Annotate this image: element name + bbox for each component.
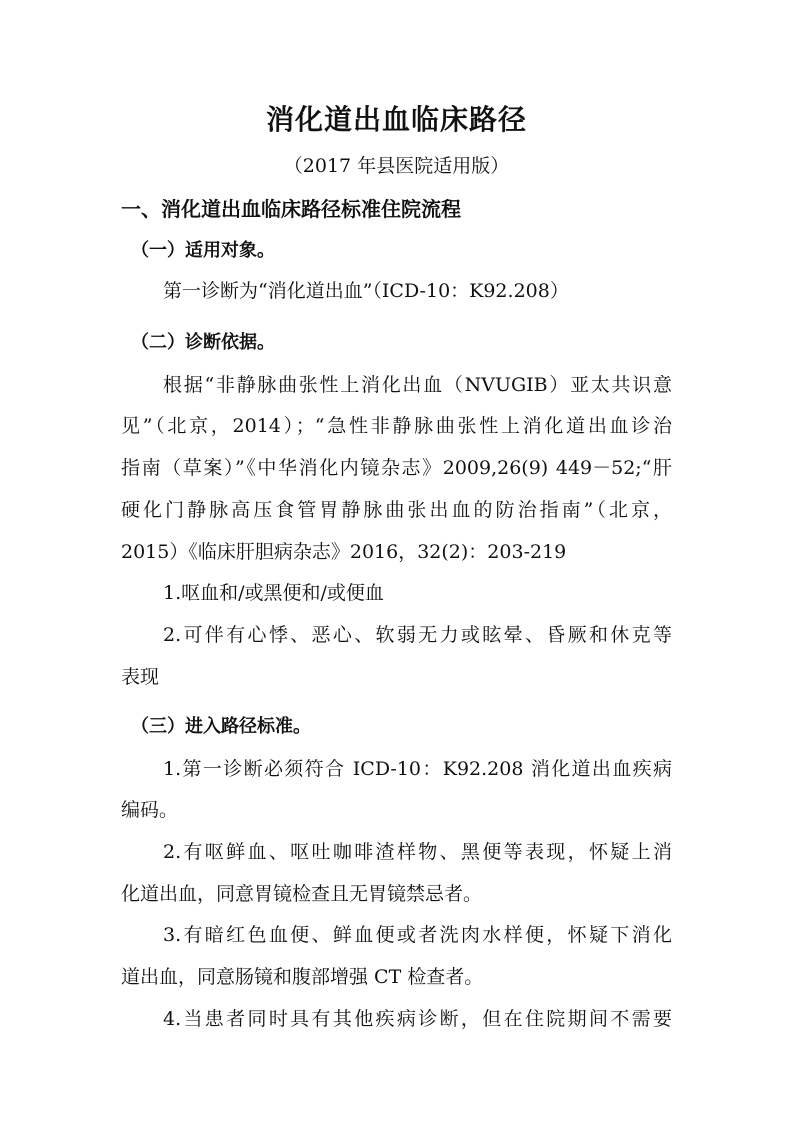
list-item-continuation: 道出血，同意肠镜和腹部增强 CT 检查者。 bbox=[121, 966, 484, 988]
paragraph-line: 硬化门静脉高压食管胃静脉曲张出血的防治指南”（北京， bbox=[121, 499, 672, 521]
list-item-continuation: 化道出血，同意胃镜检查且无胃镜禁忌者。 bbox=[121, 883, 483, 905]
list-item: 2.有呕鲜血、呕吐咖啡渣样物、黑便等表现，怀疑上消 bbox=[163, 841, 672, 863]
list-item-continuation: 编码。 bbox=[121, 799, 179, 821]
paragraph-line: 2015）《临床肝胆病杂志》2016，32(2)：203-219 bbox=[121, 541, 567, 563]
paragraph-line: 指南（草案）”《中华消化内镜杂志》2009,26(9) 449－52;“肝 bbox=[121, 457, 672, 479]
document-title: 消化道出血临床路径 bbox=[265, 103, 527, 136]
list-item: 1.第一诊断必须符合 ICD-10：K92.208 消化道出血疾病 bbox=[163, 758, 672, 780]
paragraph-line: 见”（北京，2014）；“急性非静脉曲张性上消化道出血诊治 bbox=[121, 415, 672, 437]
list-item: 1.呕血和/或黑便和/或便血 bbox=[163, 582, 384, 604]
list-item: 2.可伴有心悸、恶心、软弱无力或眩晕、昏厥和休克等 bbox=[163, 624, 672, 646]
list-item: 4.当患者同时具有其他疾病诊断，但在住院期间不需要 bbox=[163, 1008, 672, 1030]
document-subtitle: （2017 年县医院适用版） bbox=[283, 155, 510, 177]
list-item: 3.有暗红色血便、鲜血便或者洗肉水样便，怀疑下消化 bbox=[163, 924, 672, 946]
section-heading: 一、消化道出血临床路径标准住院流程 bbox=[121, 197, 461, 221]
subsection-heading-applicable: （一）适用对象。 bbox=[131, 240, 275, 261]
subsection-heading-entry: （三）进入路径标准。 bbox=[131, 716, 311, 737]
diagnosis-line: 第一诊断为“消化道出血”（ICD-10：K92.208） bbox=[163, 280, 569, 302]
list-item-continuation: 表现 bbox=[121, 666, 160, 688]
paragraph-line: 根据“非静脉曲张性上消化出血（NVUGIB）亚太共识意 bbox=[163, 374, 672, 396]
subsection-heading-criteria: （二）诊断依据。 bbox=[131, 332, 275, 353]
